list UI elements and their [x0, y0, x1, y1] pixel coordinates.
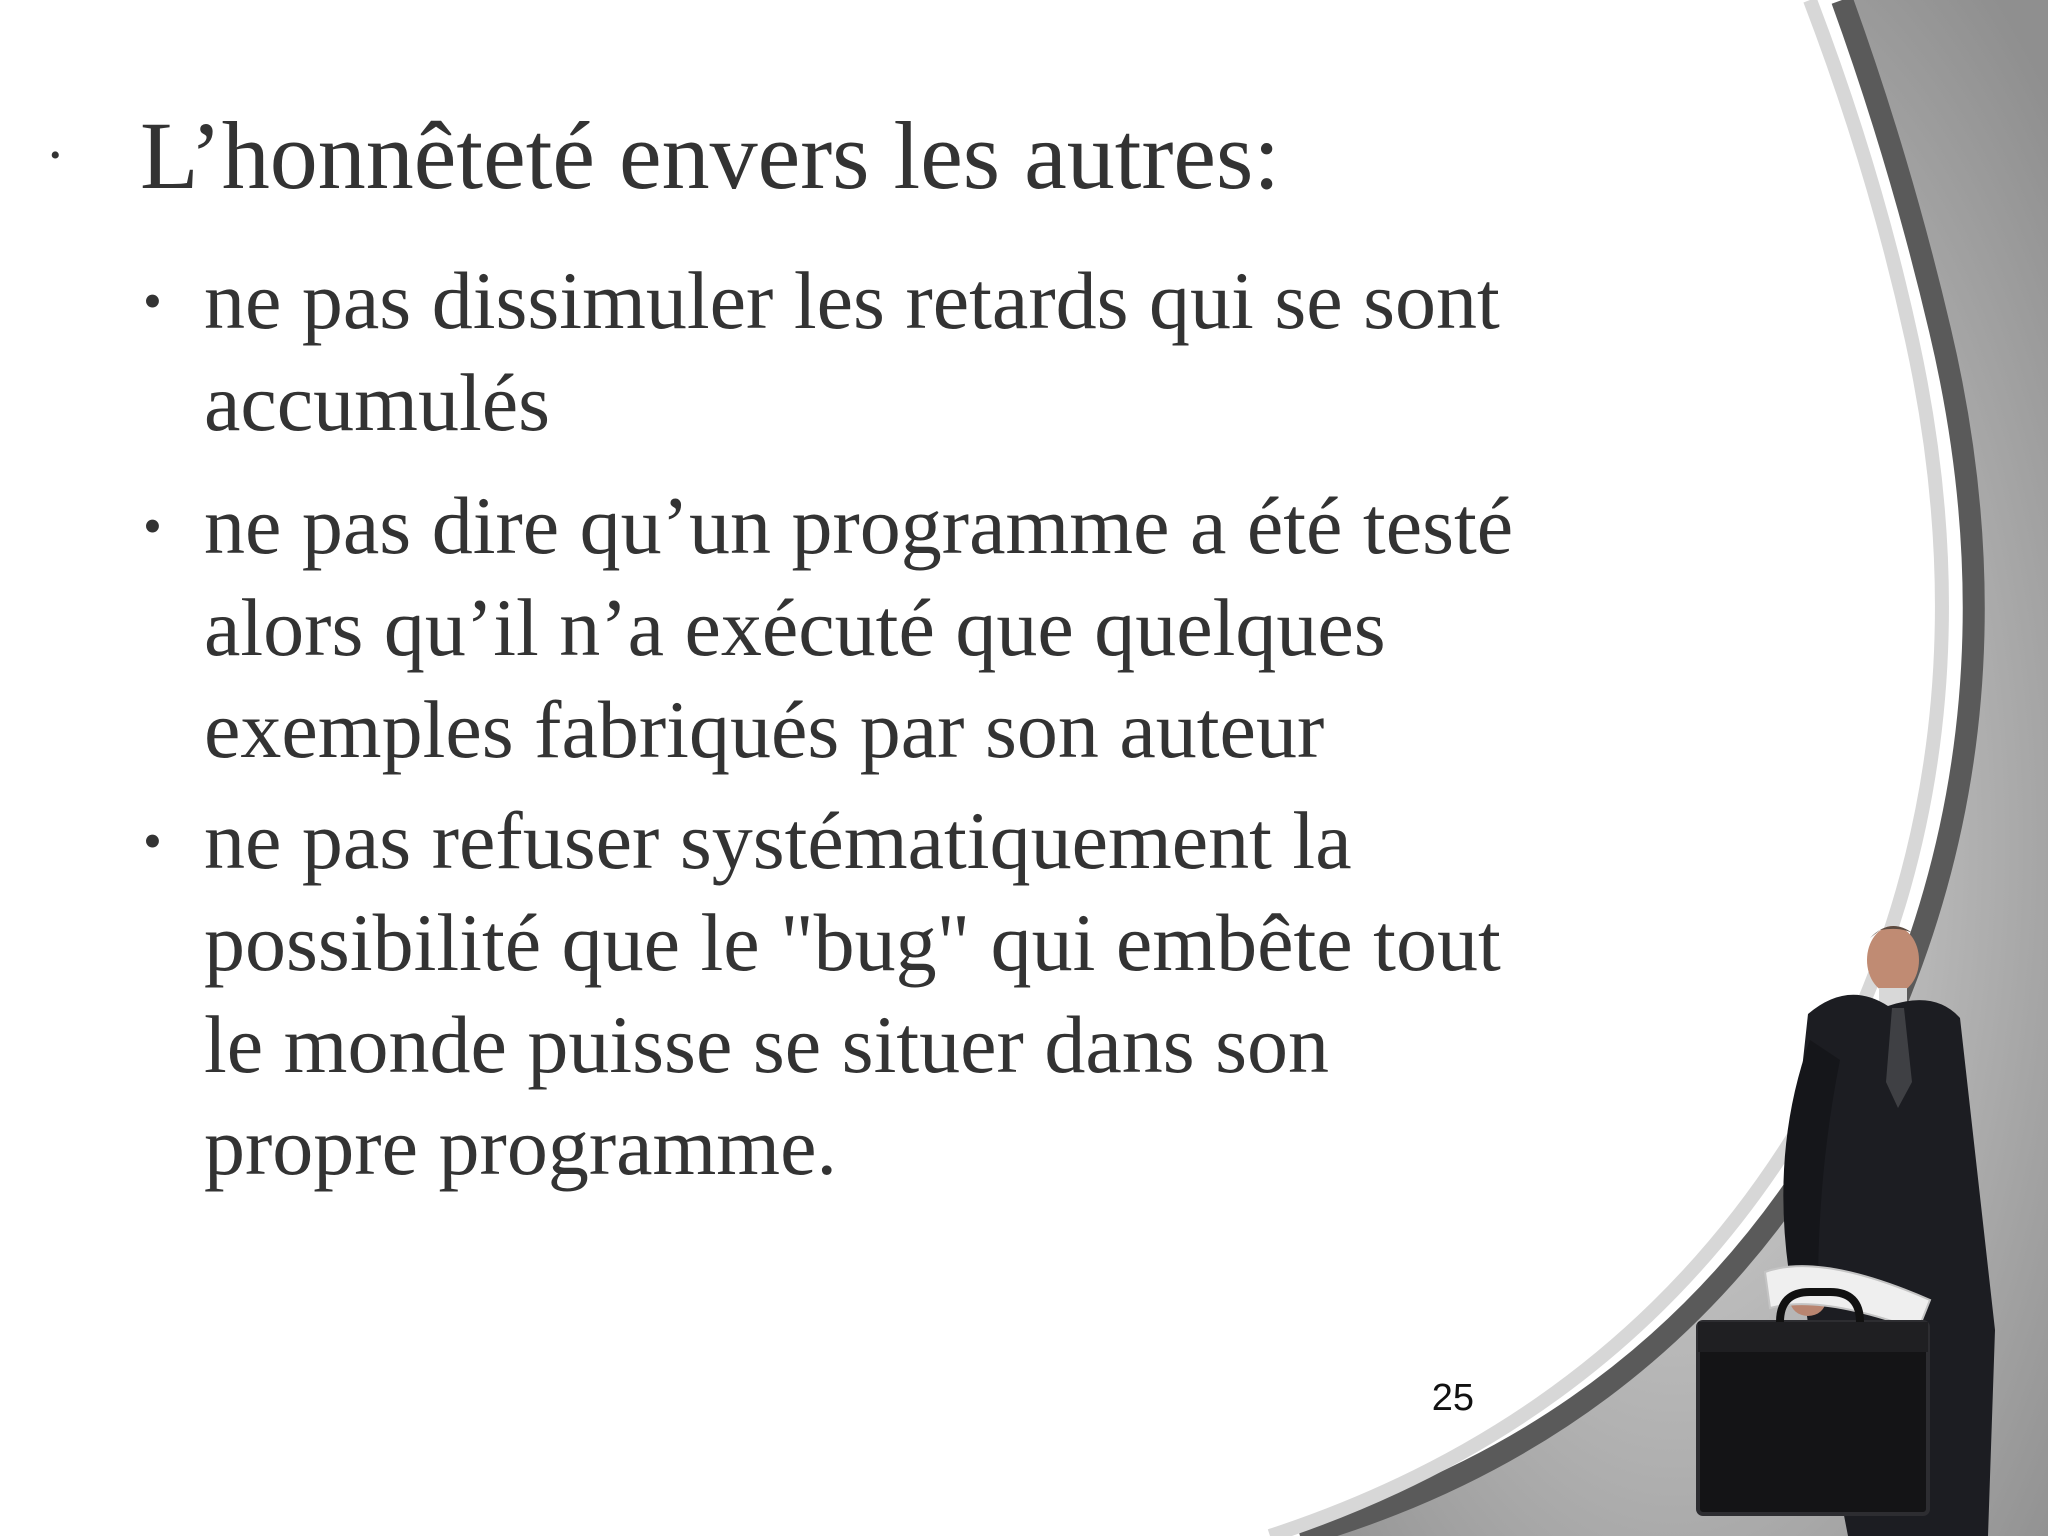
businessman-with-briefcase-photo [1698, 926, 1995, 1536]
sub-point-3-line-2: possibilité que le "bug" qui embête tout [204, 897, 1501, 988]
sub-bullet-icon: • [143, 811, 162, 871]
page-number: 25 [1431, 1377, 1474, 1419]
sub-point-1-text [204, 250, 1704, 454]
sub-point-2-line-3: exemples fabriqués par son auteur [204, 684, 1325, 775]
slide-title-point: L’honnêteté envers les autres: [140, 102, 1281, 209]
sub-point-1-line-2: accumulés [204, 357, 551, 448]
sub-point-3-line-3: le monde puisse se situer dans son [204, 999, 1330, 1090]
main-bullet-icon: • [50, 139, 61, 172]
sub-point-2-line-1: ne pas dire qu’un programme a été testé [204, 480, 1514, 571]
sub-point-2-line-2: alors qu’il n’a exécuté que quelques [204, 582, 1386, 673]
sub-point-3-line-4: propre programme. [204, 1101, 837, 1192]
sub-point-2-text [204, 475, 1704, 781]
sub-point-3-line-1: ne pas refuser systématiquement la [204, 795, 1352, 886]
sub-point-1-line-1: ne pas dissimuler les retards qui se sont [204, 255, 1500, 346]
sub-point-3-text [204, 790, 1704, 1198]
sub-bullet-icon: • [143, 496, 162, 556]
sub-bullet-icon: • [143, 271, 162, 331]
